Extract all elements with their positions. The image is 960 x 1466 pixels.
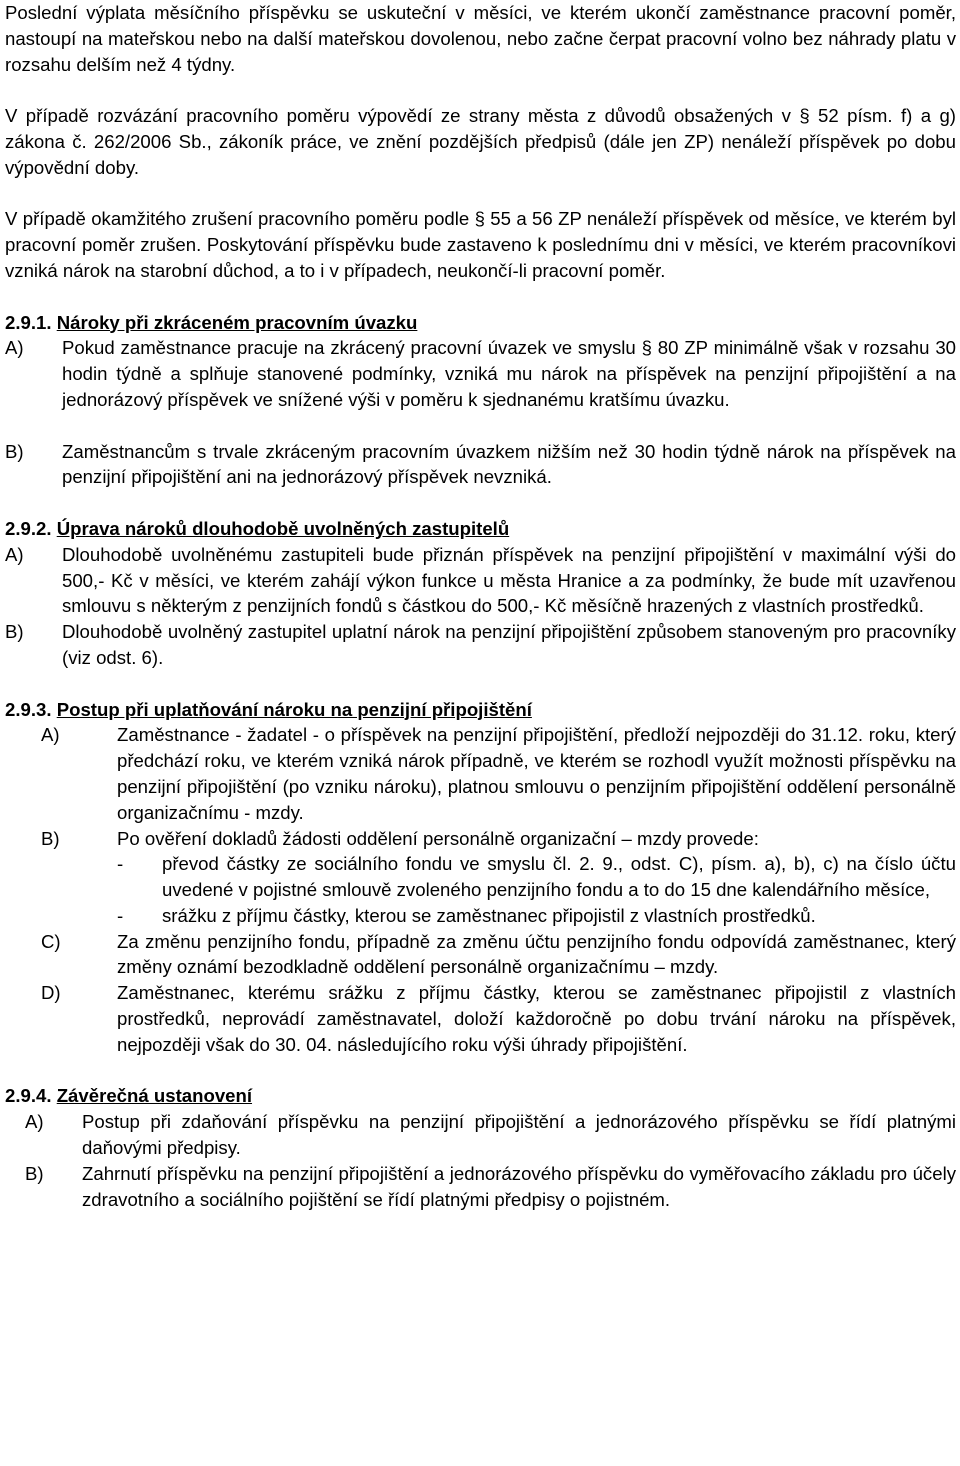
- list-item: [5, 439, 956, 491]
- list-item: [5, 542, 956, 619]
- item-text: Zahrnutí příspěvku na penzijní připojištění a jednorázového příspěvku do vyměřovacího základu pro účely zdravotního a sociálního pojištění se řídí platnými předpisy o pojistném.: [82, 1162, 956, 1210]
- item-text: Za změnu penzijního fondu, případně za změnu účtu penzijního fondu odpovídá zaměstnanec, který změny oznámí bezodkladně oddělení personálně organizačnímu – mzdy.: [117, 930, 956, 978]
- item-label: B): [41, 827, 60, 849]
- item-label: D): [41, 982, 61, 1004]
- item-text: Zaměstnanec, kterému srážku z příjmu částky, kterou se zaměstnanec připojistil z vlastních prostředků, neprovádí zaměstnavatel, doloží každoročně po dobu trvání nároku na příspěvek, nejpozději však do 30. 04. následujícího roku výši úhrady připojištění.: [117, 982, 956, 1055]
- section-number: 2.9.1.: [5, 311, 52, 333]
- item-label: B): [5, 440, 24, 462]
- section-title: Postup při uplatňování nároku na penzijní připojištění: [56, 698, 532, 720]
- section-number: 2.9.4.: [5, 1085, 52, 1107]
- sub-list-item: [117, 903, 956, 929]
- list-item: [5, 619, 956, 671]
- item-label: A): [5, 337, 24, 359]
- item-label: A): [41, 724, 60, 746]
- list-item: [5, 1161, 956, 1213]
- section-heading: [5, 310, 956, 336]
- sub-list-item: [117, 851, 956, 903]
- section-2-9-2: [5, 516, 956, 671]
- item-text: Po ověření dokladů žádosti oddělení personálně organizační – mzdy provede:: [117, 827, 759, 849]
- section-title: Úprava nároků dlouhodobě uvolněných zastupitelů: [56, 517, 510, 539]
- section-title: Nároky při zkráceném pracovním úvazku: [56, 311, 418, 333]
- item-text: Dlouhodobě uvolněnému zastupiteli bude přiznán příspěvek na penzijní připojištění v maximální výši do 500,- Kč v měsíci, ve kterém zahájí výkon funkce u města Hranice a za podmínky, že bude mít uzavřenou smlouvu s některým z penzijních fondů s částkou do 500,- Kč měsíčně hrazených z vlastních prostředků.: [62, 543, 956, 617]
- section-2-9-4: [5, 1083, 956, 1212]
- section-number: 2.9.3.: [5, 698, 52, 720]
- dash-bullet: -: [117, 853, 124, 875]
- item-label: B): [25, 1162, 44, 1184]
- section-2-9-3: [5, 697, 956, 1058]
- section-heading: [5, 1083, 956, 1109]
- item-text: Dlouhodobě uvolněný zastupitel uplatní nárok na penzijní připojištění způsobem stanoveným pro pracovníky (viz odst. 6).: [62, 621, 956, 668]
- sub-item-text: srážku z příjmu částky, kterou se zaměstnanec připojistil z vlastních prostředků.: [162, 904, 816, 926]
- section-number: 2.9.2.: [5, 517, 52, 539]
- list-item: [5, 1109, 956, 1161]
- list-item: [5, 722, 956, 825]
- list-item: [5, 826, 956, 852]
- sub-item-text: převod částky ze sociálního fondu ve smyslu čl. 2. 9., odst. C), písm. a), b), c) na číslo účtu uvedené v pojistné smlouvě zvoleného penzijního fondu a to do 15 dne kalendářního měsíce,: [162, 853, 956, 901]
- paragraph-notice-termination: V případě rozvázání pracovního poměru výpovědí ze strany města z důvodů obsažených v § 52 písm. f) a g) zákona č. 262/2006 Sb., zákoník práce, ve znění pozdějších předpisů (dále jen ZP) nenáleží příspěvek po dobu výpovědní doby.: [5, 105, 956, 178]
- item-label: B): [5, 621, 24, 643]
- section-heading: [5, 697, 956, 723]
- paragraph-last-payment: Poslední výplata měsíčního příspěvku se uskuteční v měsíci, ve kterém ukončí zaměstnance pracovní poměr, nastoupí na mateřskou nebo na další mateřskou dovolenou, nebo začne čerpat pracovní volno bez náhrady platu v rozsahu delším než 4 týdny.: [5, 2, 956, 75]
- section-title: Závěrečná ustanovení: [56, 1085, 253, 1107]
- item-text: Zaměstnance - žadatel - o příspěvek na penzijní připojištění, předloží nejpozději do 31.12. roku, který předchází roku, ve kterém vzniká nárok případně, ve kterém se rozhodl využít možnosti příspěvku na penzijní připojištění (po vzniku nároku), platnou smlouvu o penzijním připojištění oddělení personálně organizačnímu - mzdy.: [117, 724, 956, 823]
- section-heading: [5, 516, 956, 542]
- paragraph-immediate-termination: V případě okamžitého zrušení pracovního poměru podle § 55 a 56 ZP nenáleží příspěvek od měsíce, ve kterém byl pracovní poměr zrušen. Poskytování příspěvku bude zastaveno k poslednímu dni v měsíci, ve kterém pracovníkovi vzniká nárok na starobní důchod, a to i v případech, neukončí-li pracovní poměr.: [5, 208, 956, 281]
- item-text: Zaměstnancům s trvale zkráceným pracovním úvazkem nižším než 30 hodin týdně nárok na příspěvek na penzijní připojištění ani na jednorázový příspěvek nevzniká.: [62, 440, 956, 488]
- list-item: [5, 929, 956, 981]
- list-item: [5, 980, 956, 1057]
- item-label: A): [25, 1111, 44, 1133]
- item-text: Postup při zdaňování příspěvku na penzijní připojištění a jednorázového příspěvku se řídí platnými daňovými předpisy.: [82, 1111, 956, 1159]
- dash-bullet: -: [117, 904, 124, 926]
- section-2-9-1: [5, 310, 956, 491]
- list-item: [5, 335, 956, 412]
- item-label: C): [41, 930, 61, 952]
- item-text: Pokud zaměstnance pracuje na zkrácený pracovní úvazek ve smyslu § 80 ZP minimálně však v rozsahu 30 hodin týdně a splňuje stanovené podmínky, vzniká mu nárok na příspěvek na penzijní připojištění a na jednorázový příspěvek ve snížené výši v poměru k sjednanému kratšímu úvazku.: [62, 337, 956, 410]
- item-label: A): [5, 543, 24, 565]
